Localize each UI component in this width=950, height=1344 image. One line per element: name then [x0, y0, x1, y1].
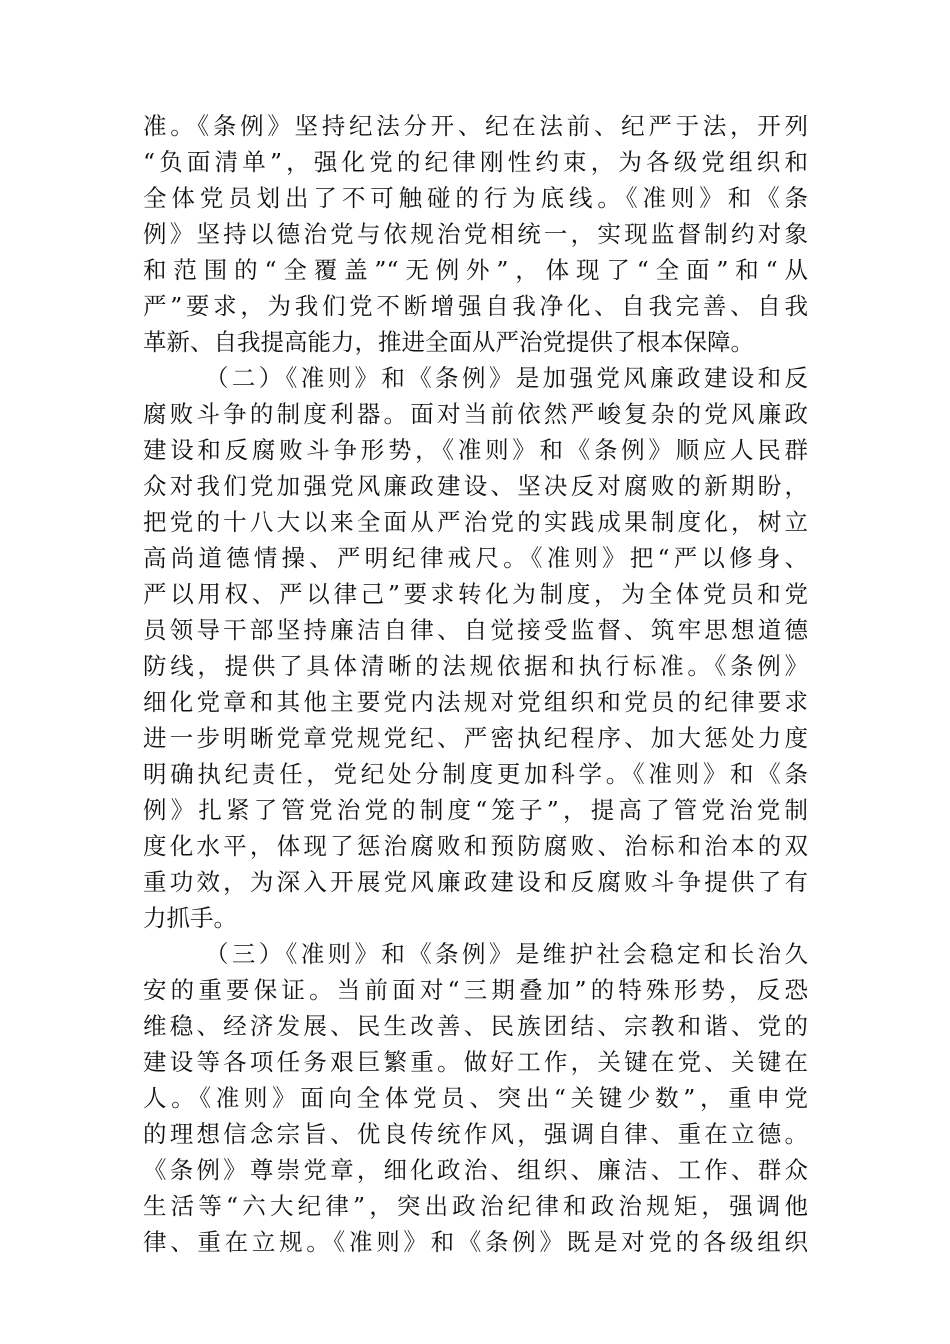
text-line: 准。《条例》坚持纪法分开、纪在法前、纪严于法，开列	[143, 112, 808, 140]
text-line: 建设和反腐败斗争形势，《准则》和《条例》顺应人民群	[143, 436, 808, 464]
text-line: 严”要求，为我们党不断增强自我净化、自我完善、自我	[143, 292, 808, 320]
text-line: 员领导干部坚持廉洁自律、自觉接受监督、筑牢思想道德	[143, 616, 808, 644]
text-line: 的理想信念宗旨、优良传统作风，强调自律、重在立德。	[143, 1120, 808, 1148]
text-line: 例》扎紧了管党治党的制度“笼子”，提高了管党治党制	[143, 796, 808, 824]
text-line: 严以用权、严以律己”要求转化为制度，为全体党员和党	[143, 580, 808, 608]
text-line: 度化水平，体现了惩治腐败和预防腐败、治标和治本的双	[143, 832, 808, 860]
text-line: 防线，提供了具体清晰的法规依据和执行标准。《条例》	[143, 652, 808, 680]
text-line: 细化党章和其他主要党内法规对党组织和党员的纪律要求	[143, 688, 808, 716]
text-line: 革新、自我提高能力，推进全面从严治党提供了根本保障。	[143, 328, 754, 356]
text-line: 例》坚持以德治党与依规治党相统一，实现监督制约对象	[143, 220, 808, 248]
text-line: 腐败斗争的制度利器。面对当前依然严峻复杂的党风廉政	[143, 400, 808, 428]
text-line: 维稳、经济发展、民生改善、民族团结、宗教和谐、党的	[143, 1012, 808, 1040]
text-line: 明确执纪责任，党纪处分制度更加科学。《准则》和《条	[143, 760, 808, 788]
text-line: 高尚道德情操、严明纪律戒尺。《准则》把“严以修身、	[143, 544, 808, 572]
section-heading-line: （三）《准则》和《条例》是维护社会稳定和长治久	[205, 940, 808, 968]
body-text	[143, 108, 808, 1260]
text-line: 和范围的“全覆盖”“无例外”，体现了“全面”和“从	[143, 256, 808, 284]
text-line: 众对我们党加强党风廉政建设、坚决反对腐败的新期盼，	[143, 472, 808, 500]
text-line: 人。《准则》面向全体党员、突出“关键少数”，重申党	[143, 1084, 808, 1112]
text-line: 进一步明晰党章党规党纪、严密执纪程序、加大惩处力度	[143, 724, 808, 752]
section-heading-line: （二）《准则》和《条例》是加强党风廉政建设和反	[205, 364, 808, 392]
text-line: 全体党员划出了不可触碰的行为底线。《准则》和《条	[143, 184, 808, 212]
text-line: 安的重要保证。当前面对“三期叠加”的特殊形势，反恐	[143, 976, 808, 1004]
text-line: 生活等“六大纪律”，突出政治纪律和政治规矩，强调他	[143, 1192, 808, 1220]
text-line: 《条例》尊崇党章，细化政治、组织、廉洁、工作、群众	[143, 1156, 808, 1184]
text-line: 把党的十八大以来全面从严治党的实践成果制度化，树立	[143, 508, 808, 536]
text-line: “负面清单”，强化党的纪律刚性约束，为各级党组织和	[143, 148, 808, 176]
text-line: 律、重在立规。《准则》和《条例》既是对党的各级组织	[143, 1228, 808, 1256]
text-line: 重功效，为深入开展党风廉政建设和反腐败斗争提供了有	[143, 868, 808, 896]
text-line: 力抓手。	[143, 904, 237, 932]
text-line: 建设等各项任务艰巨繁重。做好工作，关键在党、关键在	[143, 1048, 808, 1076]
